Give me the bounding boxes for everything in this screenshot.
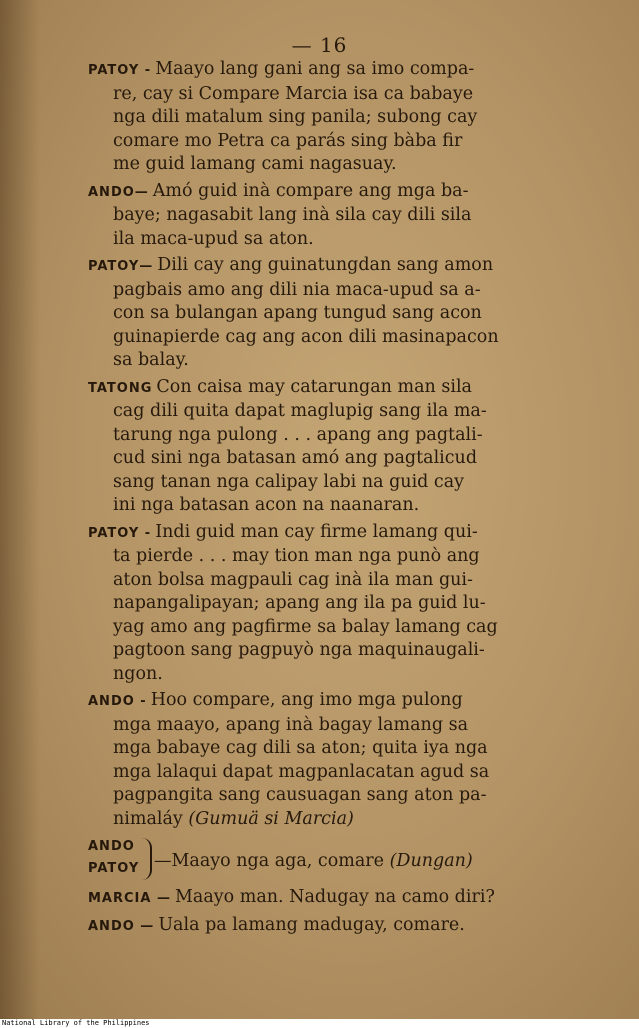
duet-speakers bbox=[88, 836, 150, 880]
dialogue-line: comare mo Petra ca parás sing bàba fir bbox=[113, 130, 463, 151]
dialogue-line: ini nga batasan acon na naanaran. bbox=[113, 495, 420, 515]
dialogue-line: nimaláy bbox=[113, 808, 183, 829]
dialogue-line: —Maayo nga aga, comare bbox=[154, 851, 385, 871]
speaker-name: PATOY - bbox=[88, 525, 152, 541]
dialogue-line: ngon. bbox=[113, 663, 163, 684]
stage-direction: (Dungan) bbox=[389, 851, 473, 871]
speech-block bbox=[88, 58, 570, 177]
speech-block bbox=[88, 914, 570, 939]
speech-block bbox=[88, 254, 570, 373]
speaker-name: PATOY - bbox=[88, 63, 152, 78]
speaker-name: ANDO bbox=[88, 839, 135, 854]
speech-block bbox=[88, 689, 570, 831]
speaker-name: MARCIA — bbox=[88, 891, 171, 906]
dialogue-line: Hoo compare, ang imo mga pulong bbox=[150, 690, 463, 710]
speech-block bbox=[88, 886, 570, 911]
speaker-name: ANDO — bbox=[88, 918, 155, 934]
dialogue-line: pagtoon sang pagpuyò nga maquinaugali- bbox=[113, 640, 485, 660]
dialogue-line: mga maayo, apang inà bagay lamang sa bbox=[113, 714, 468, 735]
dialogue-line: me guid lamang cami nagasuay. bbox=[113, 154, 397, 174]
speaker-name: ANDO— bbox=[88, 184, 149, 200]
speech-block bbox=[88, 521, 570, 687]
dialogue-line: napangalipayan; apang ang ila pa guid lu- bbox=[113, 593, 486, 613]
dialogue-line: baye; nagasabit lang inà sila cay dili sila bbox=[113, 205, 472, 225]
dialogue-line: Uala pa lamang madugay, comare. bbox=[158, 914, 465, 935]
stage-direction: (Gumuä si Marcia) bbox=[188, 808, 354, 829]
dialogue-line: Maayo lang gani ang sa imo compa- bbox=[155, 59, 475, 79]
dialogue-line: mga lalaqui dapat magpanlacatan agud sa bbox=[113, 761, 490, 782]
dialogue-line: con sa bulangan apang tungud sang acon bbox=[113, 303, 482, 323]
dialogue-line: sang tanan nga calipay labi na guid cay bbox=[113, 471, 465, 492]
library-credit: National Library of the Philippines bbox=[0, 1019, 639, 1028]
speaker-name: TATONG bbox=[88, 380, 153, 396]
dialogue-line: Maayo man. Nadugay na camo diri? bbox=[174, 887, 495, 907]
speaker-name: PATOY bbox=[88, 861, 140, 876]
speech-block bbox=[88, 376, 570, 518]
dialogue-line: pagbais amo ang dili nia maca-upud sa a- bbox=[113, 279, 481, 300]
dialogue-line: ila maca-upud sa aton. bbox=[113, 228, 314, 249]
speaker-name: ANDO - bbox=[88, 694, 147, 709]
dialogue-line: mga babaye cag dili sa aton; quita iya nga bbox=[113, 738, 488, 758]
dialogue-line: re, cay si Compare Marcia isa ca babaye bbox=[113, 83, 474, 104]
dialogue-line: pagpangita sang causuagan sang aton pa- bbox=[113, 785, 487, 805]
dialogue-line: cag dili quita dapat maglupig sang ila ma- bbox=[113, 401, 487, 421]
dialogue-line: Indi guid man cay firme lamang qui- bbox=[155, 521, 478, 542]
dialogue-line: nga dili matalum sing panila; subong cay bbox=[113, 107, 478, 127]
dialogue-line: Con caisa may catarungan man sila bbox=[156, 376, 472, 397]
dialogue-text bbox=[88, 58, 570, 941]
page-number: — 16 bbox=[291, 33, 348, 57]
dialogue-line: cud sini nga batasan amó ang pagtalicud bbox=[113, 448, 478, 468]
speech-block bbox=[88, 180, 570, 252]
dialogue-line: Amó guid inà compare ang mga ba- bbox=[152, 180, 469, 201]
dialogue-line: guinapierde cag ang acon dili masinapacon bbox=[113, 326, 499, 347]
dialogue-line: sa balay. bbox=[113, 350, 189, 370]
dialogue-line: yag amo ang pagfirme sa balay lamang cag bbox=[113, 616, 498, 637]
dialogue-line: ta pierde . . . may tion man nga punò ang bbox=[113, 546, 480, 566]
duet-block bbox=[88, 834, 570, 886]
speaker-name: PATOY— bbox=[88, 259, 154, 274]
dialogue-line: tarung nga pulong . . . apang ang pagtali- bbox=[113, 424, 483, 445]
dialogue-line: aton bolsa magpauli cag inà ila man gui- bbox=[113, 569, 473, 590]
dialogue-line: Dili cay ang guinatungdan sang amon bbox=[157, 255, 494, 275]
brace-mark bbox=[142, 838, 152, 880]
